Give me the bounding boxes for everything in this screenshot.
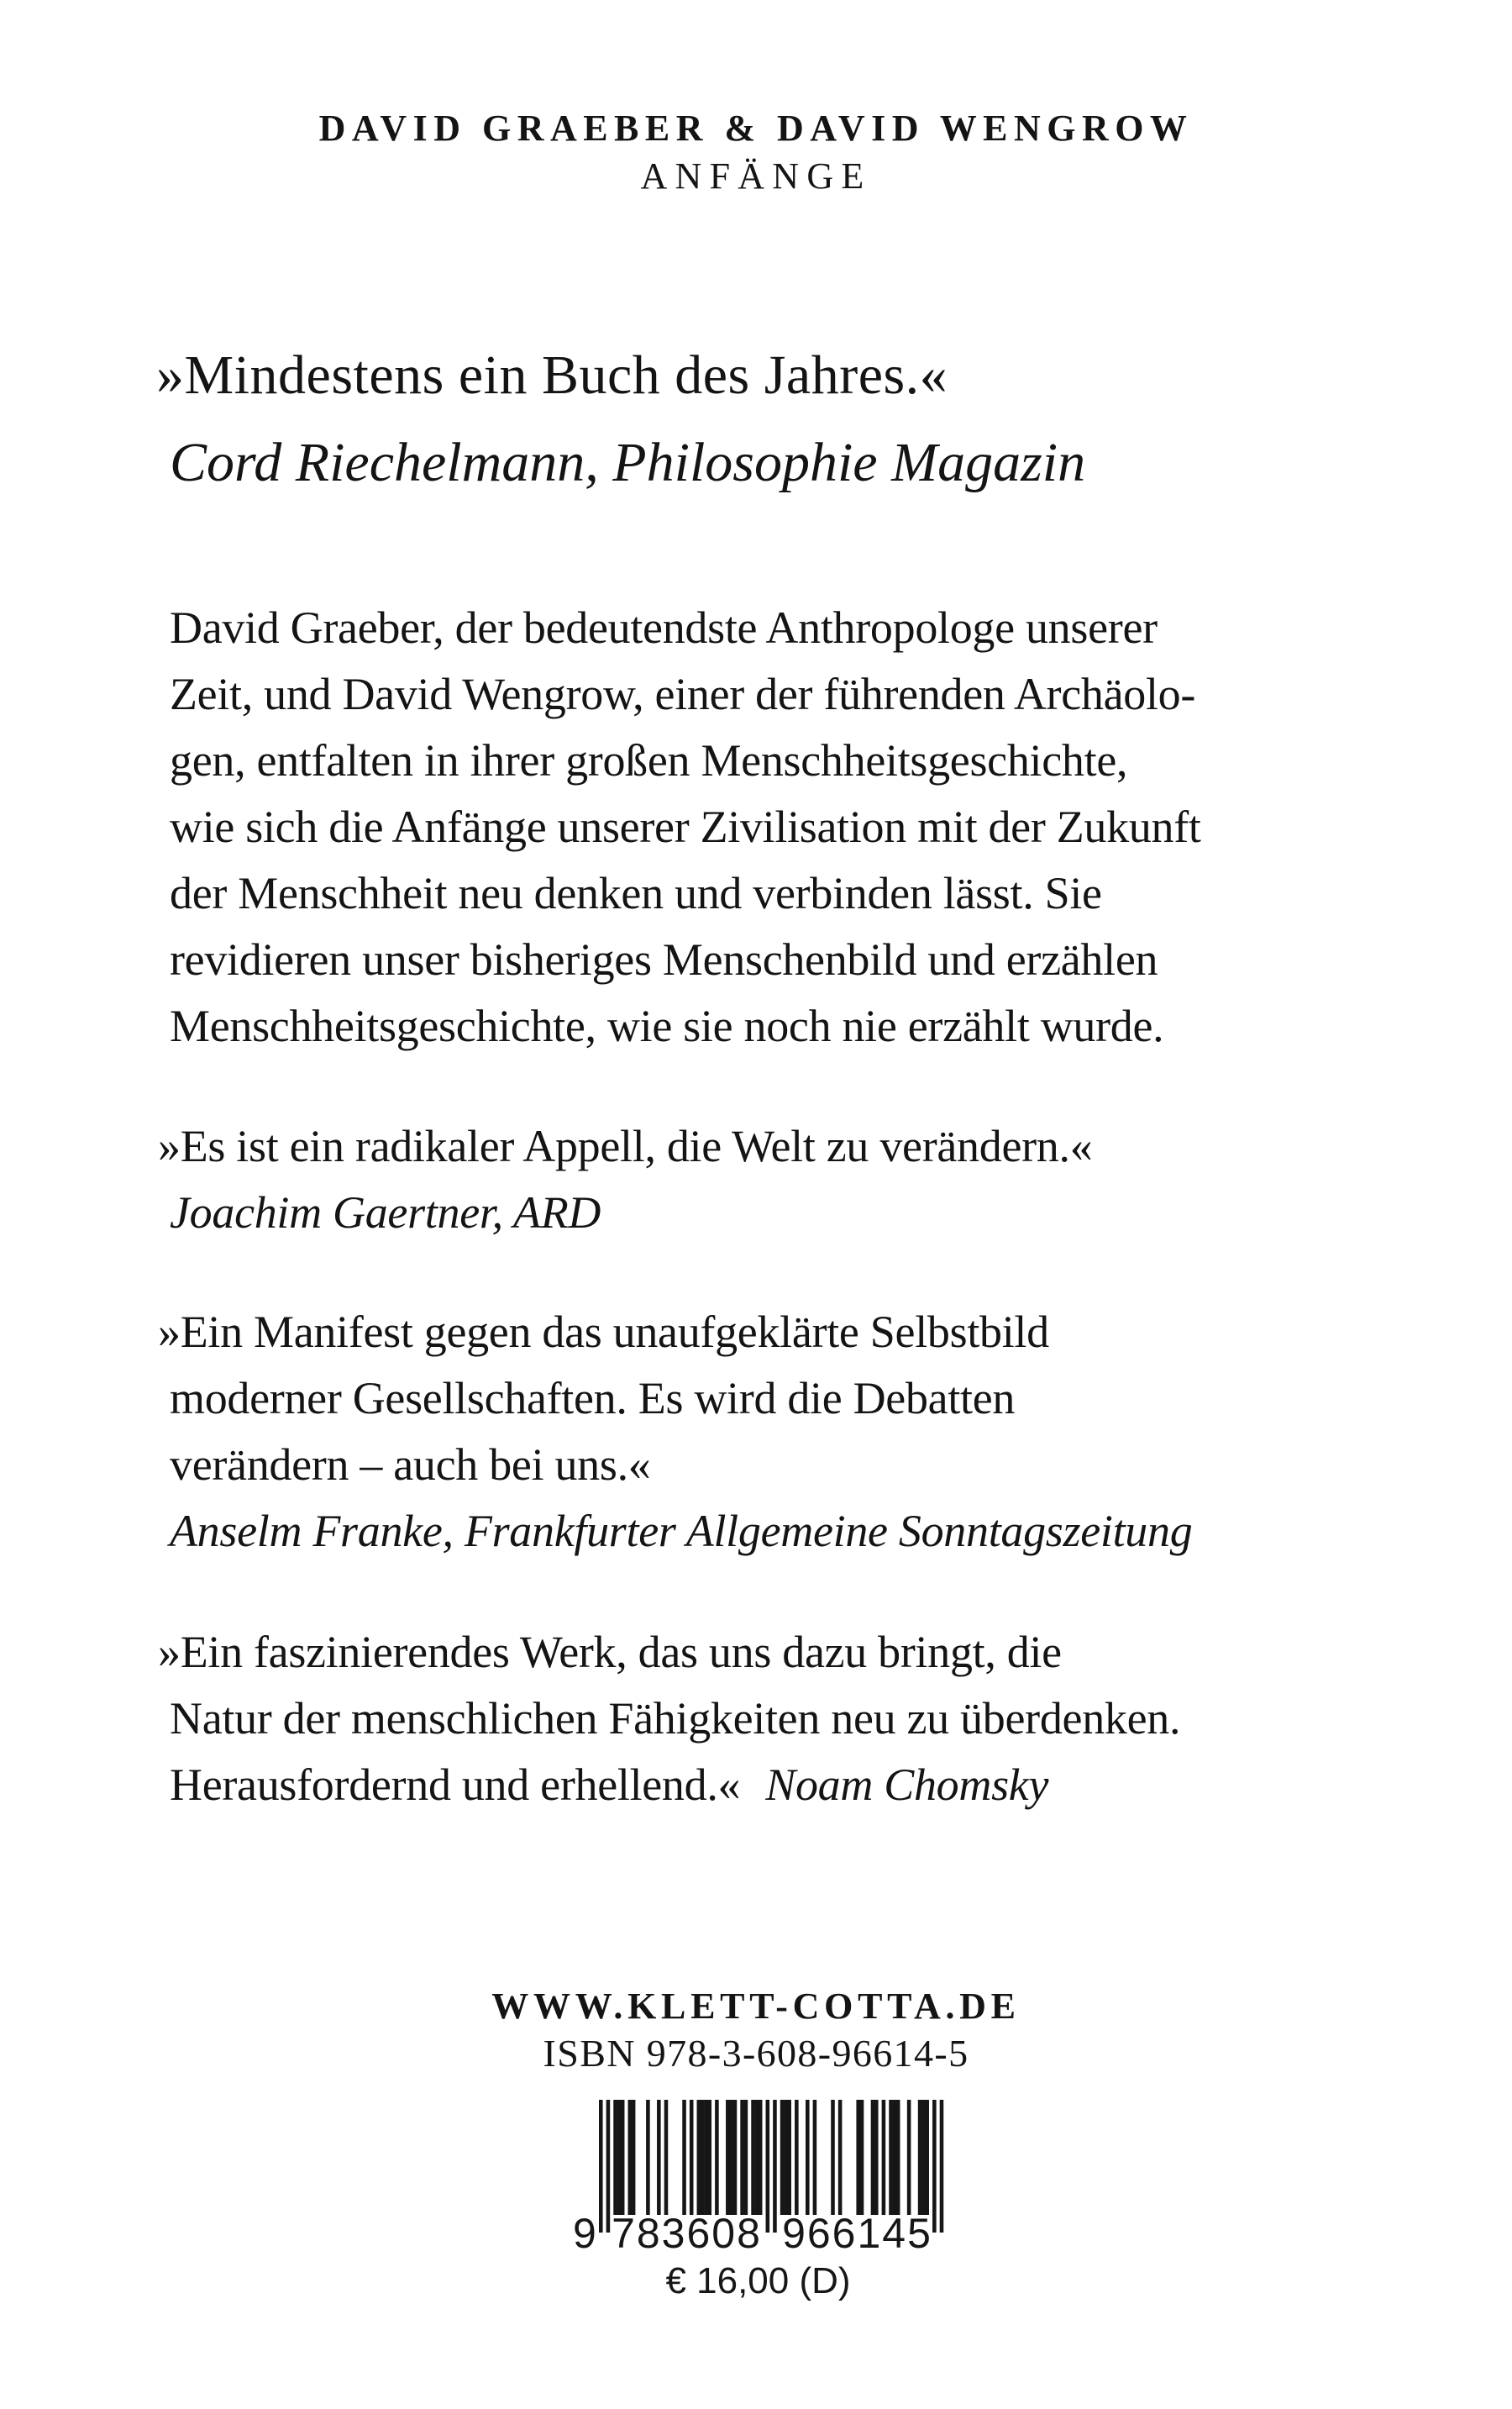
barcode-digit-first: 9 bbox=[573, 2210, 596, 2257]
quote-line: »Es ist ein radikaler Appell, die Welt zu verändern.« bbox=[158, 1121, 1093, 1171]
quote-line: moderner Gesellschaften. Es wird die Debatten bbox=[170, 1373, 1016, 1423]
barcode-block bbox=[573, 2100, 943, 2335]
quote-attribution: Anselm Franke, Frankfurter Allgemeine Sonntagszeitung bbox=[170, 1506, 1193, 1556]
description-line: Zeit, und David Wengrow, einer der führenden Archäolo- bbox=[170, 669, 1196, 719]
lead-quote-text: »Mindestens ein Buch des Jahres.« bbox=[156, 345, 948, 406]
press-quote-faz bbox=[158, 1299, 1193, 1565]
description-line: David Graeber, der bedeutendste Anthropologe unserer bbox=[170, 602, 1158, 653]
description-line: der Menschheit neu denken und verbinden lässt. Sie bbox=[170, 868, 1102, 918]
lead-quote bbox=[156, 332, 1086, 507]
quote-line: verändern – auch bei uns.« bbox=[170, 1439, 651, 1490]
description-line: Menschheitsgeschichte, wie sie noch nie erzählt wurde. bbox=[170, 1001, 1164, 1051]
footer bbox=[0, 1983, 1512, 2077]
price-label: € 16,00 (D) bbox=[665, 2260, 851, 2301]
press-quote-chomsky bbox=[158, 1619, 1181, 1818]
book-title: ANFÄNGE bbox=[640, 155, 872, 197]
barcode-digits-right-group: 966145 bbox=[782, 2210, 932, 2257]
description-line: gen, entfalten in ihrer großen Menschheitsgeschichte, bbox=[170, 735, 1128, 786]
quote-attribution: Noam Chomsky bbox=[765, 1759, 1049, 1810]
quote-attribution: Joachim Gaertner, ARD bbox=[170, 1187, 601, 1238]
lead-quote-attribution: Cord Riechelmann, Philosophie Magazin bbox=[170, 432, 1086, 493]
quote-line: »Ein Manifest gegen das unaufgeklärte Selbstbild bbox=[158, 1307, 1049, 1357]
quote-line-text: Herausfordernd und erhellend.« bbox=[170, 1759, 741, 1810]
description-line: revidieren unser bisheriges Menschenbild und erzählen bbox=[170, 934, 1158, 985]
header bbox=[0, 104, 1512, 200]
quote-line: »Ein faszinierendes Werk, das uns dazu bringt, die bbox=[158, 1627, 1062, 1677]
isbn-text: ISBN 978-3-608-96614-5 bbox=[543, 2032, 969, 2075]
publisher-website: WWW.KLETT-COTTA.DE bbox=[491, 1986, 1021, 2027]
authors-line: DAVID GRAEBER & DAVID WENGROW bbox=[318, 108, 1194, 149]
quote-line bbox=[170, 1752, 1180, 1818]
book-description bbox=[170, 595, 1201, 1060]
barcode-digits-left-group: 783608 bbox=[612, 2210, 762, 2257]
description-line: wie sich die Anfänge unserer Zivilisation mit der Zukunft bbox=[170, 802, 1201, 852]
press-quote-ard bbox=[158, 1113, 1093, 1246]
quote-line: Natur der menschlichen Fähigkeiten neu zu überdenken. bbox=[170, 1693, 1181, 1744]
